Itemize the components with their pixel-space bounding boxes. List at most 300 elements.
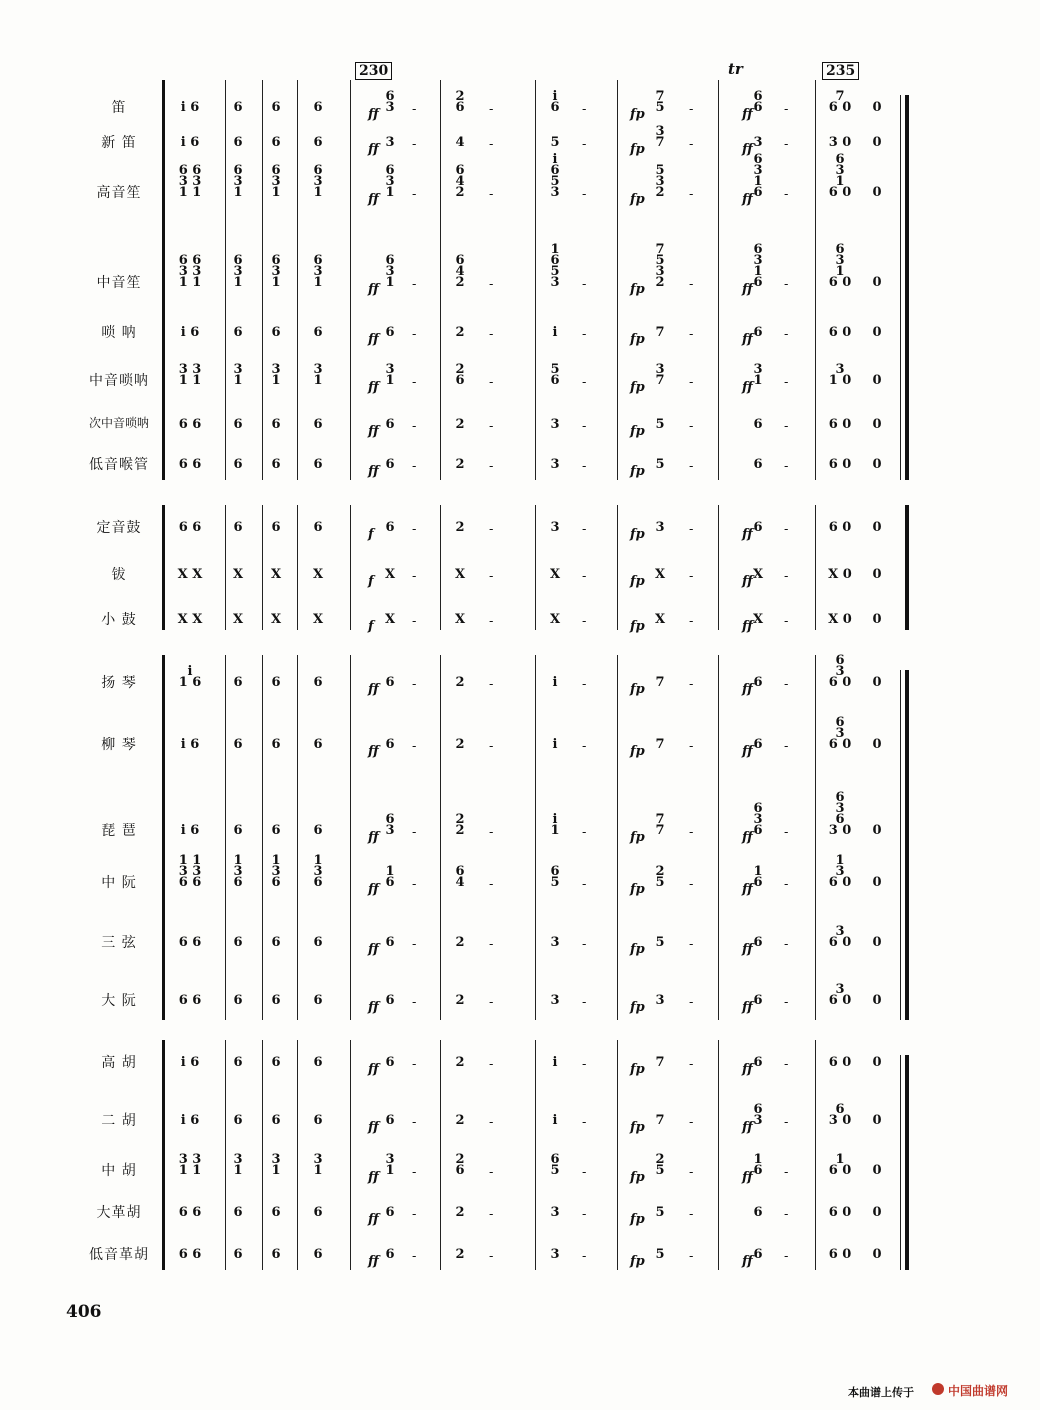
note-cell: 6: [233, 823, 243, 838]
note-cell: 3: [753, 135, 763, 150]
dynamic-mark: ff: [742, 192, 753, 207]
note-cell: 1 3 6: [233, 853, 243, 890]
hold-dash: -: [582, 739, 587, 754]
hold-dash: -: [489, 877, 494, 892]
instrument-label: 中音唢呐: [89, 373, 149, 389]
note-cell: 2 5: [655, 1152, 665, 1178]
hold-dash: -: [582, 995, 587, 1010]
note-cell: 6 3 1: [385, 163, 395, 200]
hold-dash: -: [784, 375, 789, 390]
barline: [617, 505, 618, 630]
hold-dash: -: [489, 327, 494, 342]
hold-dash: -: [784, 937, 789, 952]
instrument-label: 钹: [111, 567, 127, 583]
dynamic-mark: fp: [630, 1254, 645, 1269]
dynamic-mark: ff: [368, 682, 379, 697]
note-cell: 6: [385, 675, 395, 690]
dynamic-mark: ff: [742, 682, 753, 697]
note-cell: 2: [455, 457, 465, 472]
barline: [535, 505, 536, 630]
note-cell: 0: [872, 135, 882, 150]
note-cell: 3: [655, 520, 665, 535]
note-cell: 6 3: [385, 812, 395, 838]
note-cell: 6 6: [178, 993, 202, 1008]
dynamic-mark: fp: [630, 424, 645, 439]
hold-dash: -: [689, 137, 694, 152]
hold-dash: -: [412, 995, 417, 1010]
note-cell: 6: [313, 520, 323, 535]
note-cell: 6: [233, 100, 243, 115]
barline: [297, 655, 298, 1020]
dynamic-mark: fp: [630, 942, 645, 957]
note-cell: 7: [655, 1113, 665, 1128]
hold-dash: -: [489, 614, 494, 629]
instrument-label: 中 阮: [101, 875, 137, 891]
note-cell: 2: [455, 993, 465, 1008]
note-cell: 6 3 1: [233, 163, 243, 200]
note-cell: 6: [385, 1205, 395, 1220]
note-cell: 6: [313, 823, 323, 838]
note-cell: 2: [455, 1055, 465, 1070]
instrument-label: 柳 琴: [101, 737, 137, 753]
hold-dash: -: [412, 137, 417, 152]
hold-dash: -: [582, 327, 587, 342]
dynamic-mark: fp: [630, 1170, 645, 1185]
note-cell: X: [454, 567, 466, 582]
note-cell: 6 6: [178, 1205, 202, 1220]
note-cell: 6: [753, 1205, 763, 1220]
barline: [262, 655, 263, 1020]
note-cell: 7: [655, 737, 665, 752]
note-cell: 2 2: [455, 812, 465, 838]
note-cell: 5: [655, 1247, 665, 1262]
hold-dash: -: [412, 937, 417, 952]
note-cell: 6: [753, 417, 763, 432]
hold-dash: -: [582, 187, 587, 202]
note-cell: 6: [385, 457, 395, 472]
note-cell: 6: [313, 737, 323, 752]
hold-dash: -: [582, 1165, 587, 1180]
final-barline-thin: [900, 670, 901, 1020]
note-cell: 6 3 1 6: [753, 152, 763, 200]
note-cell: 3: [550, 935, 560, 950]
note-cell: X: [384, 612, 396, 627]
note-cell: 6: [385, 993, 395, 1008]
hold-dash: -: [784, 137, 789, 152]
hold-dash: -: [582, 1115, 587, 1130]
note-cell: 6: [753, 457, 763, 472]
barline: [535, 1040, 536, 1270]
note-cell: 0: [872, 1205, 882, 1220]
note-cell: i 1 6: [178, 664, 202, 690]
hold-dash: -: [784, 277, 789, 292]
hold-dash: -: [582, 1207, 587, 1222]
dynamic-mark: f: [368, 619, 374, 634]
hold-dash: -: [412, 1165, 417, 1180]
bowed-brace: [162, 1040, 165, 1270]
note-cell: 0: [872, 373, 882, 388]
hold-dash: -: [689, 327, 694, 342]
note-cell: 6: [313, 457, 323, 472]
barline: [535, 655, 536, 1020]
dynamic-mark: fp: [630, 464, 645, 479]
note-cell: 6 0: [828, 520, 852, 535]
note-cell: 3: [550, 417, 560, 432]
hold-dash: -: [689, 459, 694, 474]
note-cell: 3 7: [655, 362, 665, 388]
wind-brace: [162, 80, 165, 480]
barline: [535, 80, 536, 480]
dynamic-mark: fp: [630, 1062, 645, 1077]
note-cell: 6: [313, 1113, 323, 1128]
note-cell: 6 6: [178, 935, 202, 950]
note-cell: X: [752, 567, 764, 582]
hold-dash: -: [582, 137, 587, 152]
note-cell: 6: [271, 1055, 281, 1070]
note-cell: 0: [872, 1113, 882, 1128]
note-cell: 6 5: [550, 1152, 560, 1178]
dynamic-mark: ff: [742, 142, 753, 157]
note-cell: 2: [455, 417, 465, 432]
hold-dash: -: [582, 569, 587, 584]
hold-dash: -: [489, 419, 494, 434]
hold-dash: -: [689, 187, 694, 202]
note-cell: 3 6 0: [828, 924, 852, 950]
hold-dash: -: [582, 677, 587, 692]
dynamic-mark: fp: [630, 830, 645, 845]
hold-dash: -: [412, 677, 417, 692]
dynamic-mark: f: [368, 574, 374, 589]
hold-dash: -: [412, 459, 417, 474]
hold-dash: -: [689, 877, 694, 892]
note-cell: 6: [271, 675, 281, 690]
note-cell: 6: [385, 1113, 395, 1128]
note-cell: 6 3 1: [271, 253, 281, 290]
note-cell: 3 3 1 1: [178, 362, 202, 388]
note-cell: 1 3 6: [271, 853, 281, 890]
instrument-label: 次中音唢呐: [88, 416, 149, 430]
hold-dash: -: [412, 419, 417, 434]
note-cell: i: [552, 737, 558, 752]
note-cell: 4: [455, 135, 465, 150]
note-cell: 6 3 6 0: [828, 653, 852, 690]
note-cell: 0: [872, 823, 882, 838]
note-cell: 6 3 6 3 0: [828, 790, 852, 838]
hold-dash: -: [784, 1165, 789, 1180]
note-cell: X: [654, 567, 666, 582]
note-cell: i 6: [180, 1055, 200, 1070]
dynamic-mark: fp: [630, 1000, 645, 1015]
note-cell: 6: [233, 675, 243, 690]
note-cell: i 6: [180, 135, 200, 150]
note-cell: X: [384, 567, 396, 582]
note-cell: i: [552, 1055, 558, 1070]
note-cell: X X: [177, 567, 203, 582]
note-cell: 3: [655, 993, 665, 1008]
note-cell: 3 1 0: [828, 362, 852, 388]
note-cell: i 6 5 3: [550, 152, 560, 200]
note-cell: i 6: [180, 1113, 200, 1128]
note-cell: 6: [233, 737, 243, 752]
hold-dash: -: [489, 375, 494, 390]
note-cell: 6: [233, 325, 243, 340]
note-cell: 0: [872, 417, 882, 432]
note-cell: 6 6: [178, 520, 202, 535]
hold-dash: -: [582, 1057, 587, 1072]
note-cell: X: [752, 612, 764, 627]
note-cell: 6: [385, 935, 395, 950]
note-cell: 2 5: [655, 864, 665, 890]
note-cell: 0: [872, 1055, 882, 1070]
note-cell: 7: [655, 675, 665, 690]
note-cell: 6: [753, 325, 763, 340]
hold-dash: -: [412, 522, 417, 537]
dynamic-mark: ff: [742, 380, 753, 395]
hold-dash: -: [489, 569, 494, 584]
note-cell: i 6: [180, 823, 200, 838]
note-cell: 6 0: [828, 1055, 852, 1070]
note-cell: i: [552, 675, 558, 690]
dynamic-mark: fp: [630, 527, 645, 542]
note-cell: 6 6: [178, 417, 202, 432]
note-cell: 6: [385, 417, 395, 432]
rehearsal-mark-235: 235: [822, 62, 859, 80]
dynamic-mark: ff: [742, 332, 753, 347]
hold-dash: -: [582, 825, 587, 840]
note-cell: 6: [313, 675, 323, 690]
dynamic-mark: ff: [742, 1170, 753, 1185]
hold-dash: -: [412, 375, 417, 390]
dynamic-mark: ff: [368, 1212, 379, 1227]
note-cell: 0: [872, 675, 882, 690]
instrument-label: 高音笙: [96, 185, 142, 201]
note-cell: 7 7: [655, 812, 665, 838]
note-cell: 6: [271, 823, 281, 838]
note-cell: 6: [313, 325, 323, 340]
instrument-label: 二 胡: [101, 1113, 137, 1129]
dynamic-mark: ff: [368, 332, 379, 347]
note-cell: 6: [233, 993, 243, 1008]
hold-dash: -: [689, 1165, 694, 1180]
note-cell: 6: [385, 737, 395, 752]
hold-dash: -: [784, 1057, 789, 1072]
final-barline: [905, 1055, 909, 1270]
note-cell: 0: [872, 567, 882, 582]
note-cell: 7 5 3 2: [655, 242, 665, 290]
hold-dash: -: [582, 375, 587, 390]
dynamic-mark: fp: [630, 192, 645, 207]
barline: [350, 505, 351, 630]
note-cell: 0: [872, 185, 882, 200]
note-cell: 6: [385, 325, 395, 340]
note-cell: 6 3 0: [828, 1102, 852, 1128]
hold-dash: -: [412, 327, 417, 342]
note-cell: 3 1: [233, 1152, 243, 1178]
note-cell: 6: [233, 1055, 243, 1070]
note-cell: 5: [655, 935, 665, 950]
hold-dash: -: [784, 419, 789, 434]
note-cell: X 0: [828, 567, 852, 582]
note-cell: 6 3 6 0: [828, 715, 852, 752]
hold-dash: -: [689, 614, 694, 629]
hold-dash: -: [582, 614, 587, 629]
note-cell: 6: [753, 935, 763, 950]
dynamic-mark: fp: [630, 332, 645, 347]
note-cell: 2: [455, 520, 465, 535]
note-cell: i 1: [550, 812, 560, 838]
hold-dash: -: [412, 1057, 417, 1072]
note-cell: 6 5: [550, 864, 560, 890]
barline: [617, 655, 618, 1020]
final-barline: [905, 670, 909, 1020]
note-cell: 1 6: [753, 1152, 763, 1178]
note-cell: 2: [455, 1113, 465, 1128]
hold-dash: -: [489, 1115, 494, 1130]
note-cell: 6 0: [828, 457, 852, 472]
hold-dash: -: [412, 1249, 417, 1264]
barline: [815, 1040, 816, 1270]
note-cell: 3 1: [753, 362, 763, 388]
footer-upload-text: 本曲谱上传于: [848, 1386, 914, 1399]
hold-dash: -: [689, 1207, 694, 1222]
hold-dash: -: [784, 102, 789, 117]
note-cell: 0: [872, 100, 882, 115]
note-cell: 3 1: [271, 1152, 281, 1178]
hold-dash: -: [489, 937, 494, 952]
note-cell: 3 1: [385, 1152, 395, 1178]
dynamic-mark: ff: [742, 107, 753, 122]
note-cell: 0: [872, 1163, 882, 1178]
hold-dash: -: [689, 1115, 694, 1130]
note-cell: 6: [313, 135, 323, 150]
dynamic-mark: ff: [742, 619, 753, 634]
note-cell: 6: [313, 1205, 323, 1220]
hold-dash: -: [412, 277, 417, 292]
dynamic-mark: ff: [368, 107, 379, 122]
note-cell: 6: [233, 520, 243, 535]
note-cell: i 6: [550, 89, 560, 115]
dynamic-mark: ff: [368, 1000, 379, 1015]
note-cell: 5: [655, 457, 665, 472]
note-cell: 1 6: [753, 864, 763, 890]
hold-dash: -: [489, 825, 494, 840]
hold-dash: -: [689, 1249, 694, 1264]
hold-dash: -: [784, 1207, 789, 1222]
footer-site-name: 中国曲谱网: [948, 1384, 1009, 1398]
barline: [440, 1040, 441, 1270]
note-cell: 6 3 1: [271, 163, 281, 200]
hold-dash: -: [689, 1057, 694, 1072]
note-cell: X: [549, 567, 561, 582]
hold-dash: -: [689, 995, 694, 1010]
note-cell: 2: [455, 1205, 465, 1220]
note-cell: 6 3 1: [385, 253, 395, 290]
note-cell: 0: [872, 993, 882, 1008]
note-cell: 6 3 1 6: [753, 242, 763, 290]
note-cell: 1 6: [385, 864, 395, 890]
note-cell: 2: [455, 1247, 465, 1262]
hold-dash: -: [689, 522, 694, 537]
note-cell: X: [549, 612, 561, 627]
hold-dash: -: [412, 187, 417, 202]
hold-dash: -: [689, 102, 694, 117]
hold-dash: -: [784, 327, 789, 342]
barline: [350, 1040, 351, 1270]
instrument-label: 低音喉管: [89, 457, 149, 473]
note-cell: 0: [872, 935, 882, 950]
note-cell: 3 7: [655, 124, 665, 150]
dynamic-mark: ff: [742, 574, 753, 589]
note-cell: 6: [233, 1205, 243, 1220]
note-cell: 6: [233, 417, 243, 432]
note-cell: X: [312, 567, 324, 582]
dynamic-mark: ff: [742, 527, 753, 542]
dynamic-mark: ff: [368, 380, 379, 395]
hold-dash: -: [784, 739, 789, 754]
note-cell: 6: [313, 993, 323, 1008]
note-cell: 0: [872, 457, 882, 472]
dynamic-mark: ff: [368, 424, 379, 439]
instrument-label: 笛: [111, 100, 127, 116]
hold-dash: -: [489, 277, 494, 292]
dynamic-mark: ff: [368, 464, 379, 479]
note-cell: 6 0: [828, 325, 852, 340]
note-cell: 5: [655, 1205, 665, 1220]
dynamic-mark: ff: [368, 830, 379, 845]
note-cell: 6: [313, 1055, 323, 1070]
note-cell: 5 3 2: [655, 163, 665, 200]
note-cell: 6 6: [753, 89, 763, 115]
dynamic-mark: fp: [630, 682, 645, 697]
dynamic-mark: ff: [742, 1000, 753, 1015]
instrument-label: 三 弦: [101, 935, 137, 951]
note-cell: 2: [455, 737, 465, 752]
note-cell: 6 3: [753, 1102, 763, 1128]
barline: [350, 80, 351, 480]
dynamic-mark: ff: [368, 1120, 379, 1135]
dynamic-mark: ff: [742, 830, 753, 845]
dynamic-mark: ff: [742, 1254, 753, 1269]
dynamic-mark: fp: [630, 1120, 645, 1135]
note-cell: 0: [872, 612, 882, 627]
final-barline-thin: [900, 1055, 901, 1270]
dynamic-mark: fp: [630, 380, 645, 395]
note-cell: X: [454, 612, 466, 627]
final-barline-thin: [900, 95, 901, 480]
note-cell: 6 6 3 3 1 1: [178, 163, 202, 200]
note-cell: 6: [271, 135, 281, 150]
hold-dash: -: [689, 739, 694, 754]
dynamic-mark: ff: [742, 1120, 753, 1135]
note-cell: 3 0: [828, 135, 852, 150]
hold-dash: -: [412, 102, 417, 117]
note-cell: 7 6 0: [828, 89, 852, 115]
hold-dash: -: [689, 937, 694, 952]
dynamic-mark: fp: [630, 142, 645, 157]
note-cell: 3: [550, 1205, 560, 1220]
dynamic-mark: fp: [630, 282, 645, 297]
hold-dash: -: [689, 375, 694, 390]
hold-dash: -: [582, 419, 587, 434]
barline: [350, 655, 351, 1020]
note-cell: 6: [233, 1113, 243, 1128]
note-cell: 7: [655, 325, 665, 340]
dynamic-mark: ff: [368, 942, 379, 957]
note-cell: 0: [872, 520, 882, 535]
hold-dash: -: [784, 825, 789, 840]
note-cell: 2 6: [455, 89, 465, 115]
hold-dash: -: [689, 825, 694, 840]
